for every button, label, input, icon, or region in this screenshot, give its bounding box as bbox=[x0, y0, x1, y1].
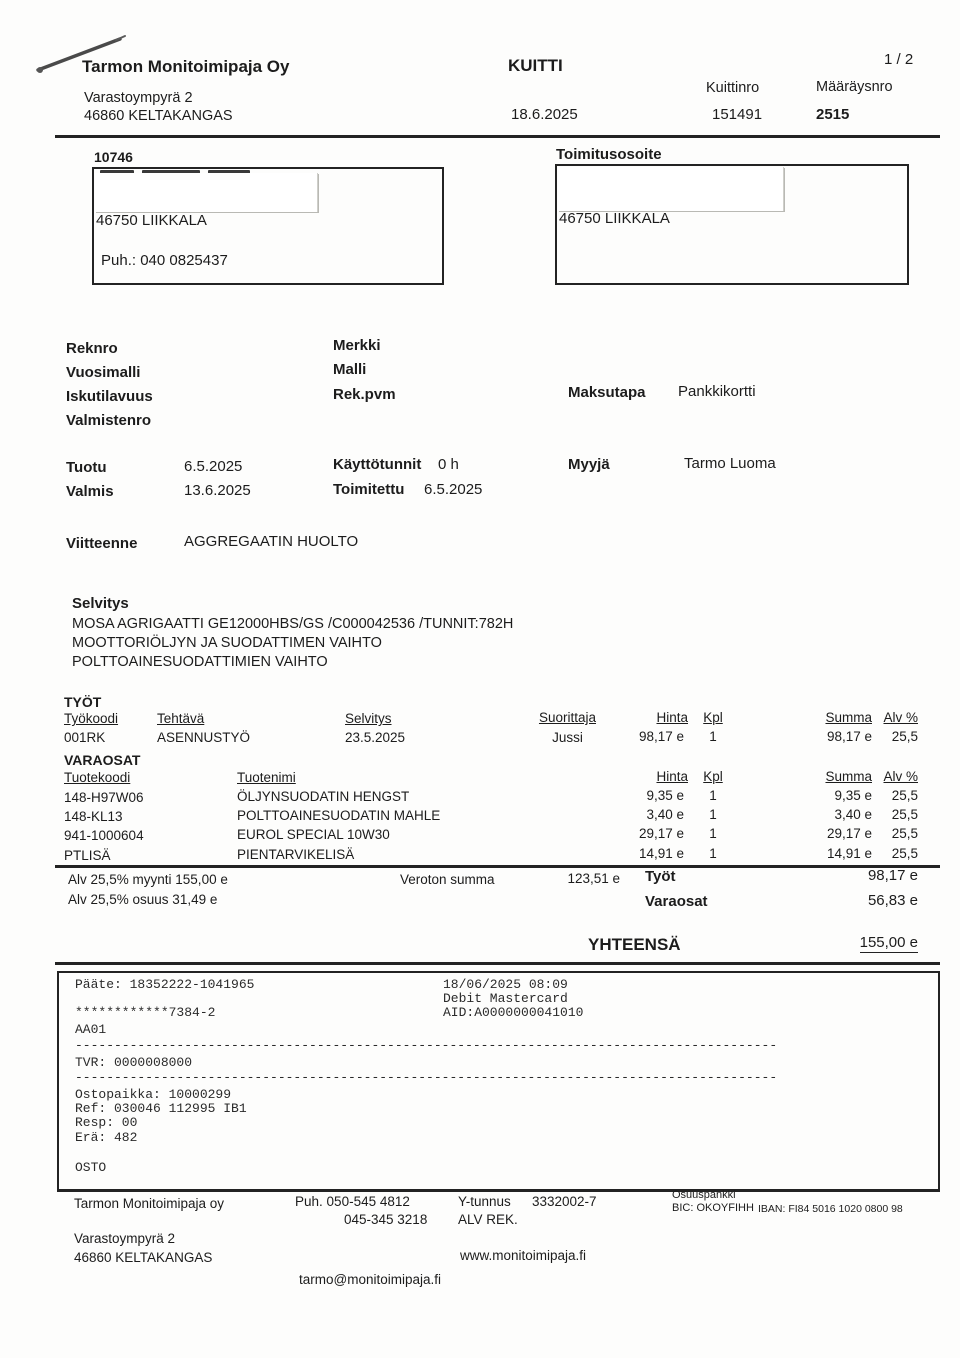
iskutilavuus-label: Iskutilavuus bbox=[66, 388, 153, 405]
customer-name-redaction bbox=[95, 173, 318, 212]
customer-city: 46750 LIIKKALA bbox=[96, 212, 207, 229]
footer-phone2: 045-345 3218 bbox=[344, 1212, 428, 1227]
part-price: 9,35 e bbox=[646, 788, 684, 803]
part-vat: 25,5 bbox=[891, 826, 918, 841]
rekpvm-label: Rek.pvm bbox=[333, 386, 396, 403]
varaosat-header-tuotenimi: Tuotenimi bbox=[237, 770, 296, 785]
receipt-date: 18.6.2025 bbox=[511, 106, 578, 123]
part-sum: 3,40 e bbox=[834, 807, 872, 822]
part-qty: 1 bbox=[709, 807, 717, 822]
header-divider bbox=[55, 135, 940, 138]
myyja-label: Myyjä bbox=[568, 456, 610, 473]
part-vat: 25,5 bbox=[891, 807, 918, 822]
part-code: PTLISÄ bbox=[64, 848, 111, 863]
company-name: Tarmon Monitoimipaja Oy bbox=[82, 57, 290, 76]
terminal-ostopaikka: Ostopaikka: 10000299 bbox=[75, 1087, 232, 1102]
document-title: KUITTI bbox=[508, 56, 563, 75]
tyot-cell-date: 23.5.2025 bbox=[345, 730, 406, 745]
part-qty: 1 bbox=[709, 846, 717, 861]
grand-total-value bbox=[800, 934, 918, 951]
varaosat-header-alv: Alv % bbox=[883, 769, 918, 784]
footer-bank-name: Osuuspankki bbox=[672, 1189, 736, 1201]
viitteenne-label: Viitteenne bbox=[66, 535, 138, 552]
tyot-header-tehtava: Tehtävä bbox=[157, 711, 205, 726]
footer-phone-line1 bbox=[295, 1194, 410, 1209]
terminal-id: Pääte: 18352222-1041965 bbox=[75, 977, 255, 992]
tyot-total-label: Työt bbox=[645, 868, 676, 885]
part-price: 3,40 e bbox=[646, 807, 684, 822]
valmistenro-label: Valmistenro bbox=[66, 412, 152, 429]
footer-bic: BIC: OKOYFIHH bbox=[672, 1202, 754, 1214]
footer-ytunnus-label: Y-tunnus bbox=[458, 1194, 511, 1209]
part-qty: 1 bbox=[709, 826, 717, 841]
varaosat-header-summa: Summa bbox=[825, 769, 872, 784]
selvitys-line: POLTTOAINESUODATTIMIEN VAIHTO bbox=[72, 654, 328, 670]
part-vat: 25,5 bbox=[891, 846, 918, 861]
vuosimalli-label: Vuosimalli bbox=[66, 364, 141, 381]
part-code: 148-H97W06 bbox=[64, 790, 144, 805]
footer-company: Tarmon Monitoimipaja oy bbox=[74, 1196, 225, 1211]
tyot-total-value: 98,17 e bbox=[867, 867, 918, 884]
tyot-header-hinta: Hinta bbox=[656, 710, 688, 725]
part-name: ÖLJYNSUODATIN HENGST bbox=[237, 789, 410, 804]
toimitettu-value: 6.5.2025 bbox=[424, 481, 483, 498]
part-qty: 1 bbox=[709, 788, 717, 803]
selvitys-line: MOSA AGRIGAATTI GE12000HBS/GS /C000042536 /TUNNIT:782H bbox=[72, 616, 514, 632]
part-price: 14,91 e bbox=[638, 846, 684, 861]
tyot-header-kpl: Kpl bbox=[703, 710, 723, 725]
part-name: PIENTARVIKELISÄ bbox=[237, 847, 355, 862]
part-name: EUROL SPECIAL 10W30 bbox=[237, 827, 390, 842]
varaosat-title: VARAOSAT bbox=[64, 752, 141, 768]
card-type: Debit Mastercard bbox=[443, 991, 568, 1006]
tyot-header-selvitys: Selvitys bbox=[345, 711, 392, 726]
tyot-header-summa: Summa bbox=[825, 710, 872, 725]
myyja-value: Tarmo Luoma bbox=[684, 455, 776, 472]
varaosat-header-hinta: Hinta bbox=[656, 769, 688, 784]
footer-phone1: 050-545 4812 bbox=[326, 1194, 410, 1209]
customer-phone: Puh.: 040 0825437 bbox=[101, 252, 228, 269]
kayttotunnit-value: 0 h bbox=[438, 456, 459, 473]
reknro-label: Reknro bbox=[66, 340, 118, 357]
terminal-ref: Ref: 030046 112995 IB1 bbox=[75, 1101, 247, 1116]
grand-total-amount: 155,00 e bbox=[859, 934, 918, 951]
tyot-title: TYÖT bbox=[64, 694, 102, 710]
valmis-value: 13.6.2025 bbox=[184, 482, 251, 499]
varaosat-total-value: 56,83 e bbox=[867, 892, 918, 909]
maksutapa-label: Maksutapa bbox=[568, 384, 646, 401]
footer-address-line1: Varastoympyrä 2 bbox=[74, 1231, 176, 1246]
kuittinro-value: 151491 bbox=[712, 106, 763, 123]
part-sum: 29,17 e bbox=[826, 826, 872, 841]
terminal-resp: Resp: 00 bbox=[75, 1115, 138, 1130]
part-sum: 9,35 e bbox=[834, 788, 872, 803]
page-number: 1 / 2 bbox=[884, 51, 914, 68]
tyot-cell-price: 98,17 e bbox=[638, 729, 684, 744]
veroton-label: Veroton summa bbox=[400, 872, 495, 887]
delivery-name-redaction bbox=[558, 167, 784, 211]
terminal-transaction-type: OSTO bbox=[75, 1160, 107, 1175]
footer-address-line2: 46860 KELTAKANGAS bbox=[74, 1250, 213, 1265]
maksutapa-value: Pankkikortti bbox=[678, 383, 756, 400]
tyot-header-alv: Alv % bbox=[883, 710, 918, 725]
terminal-divider-line: ------------------------------------------------------------------------------------------ bbox=[75, 1038, 778, 1053]
varaosat-header-kpl: Kpl bbox=[703, 769, 723, 784]
terminal-tvr: TVR: 0000008000 bbox=[75, 1055, 193, 1070]
customer-number: 10746 bbox=[94, 149, 133, 165]
delivery-address-label: Toimitusosoite bbox=[556, 146, 662, 163]
tyot-cell-sum: 98,17 e bbox=[826, 729, 872, 744]
part-vat: 25,5 bbox=[891, 788, 918, 803]
terminal-era: Erä: 482 bbox=[75, 1130, 138, 1145]
tyot-cell-task: ASENNUSTYÖ bbox=[157, 730, 251, 745]
terminal-divider-line: ------------------------------------------------------------------------------------------ bbox=[75, 1070, 778, 1085]
tyot-cell-code: 001RK bbox=[64, 730, 106, 745]
kayttotunnit-label: Käyttötunnit bbox=[333, 456, 422, 473]
varaosat-total-label: Varaosat bbox=[645, 893, 708, 910]
delivery-city: 46750 LIIKKALA bbox=[559, 210, 670, 227]
merkki-label: Merkki bbox=[333, 337, 381, 354]
toimitettu-label: Toimitettu bbox=[333, 481, 405, 498]
veroton-value: 123,51 e bbox=[567, 871, 620, 886]
footer-iban: IBAN: FI84 5016 1020 0800 98 bbox=[758, 1203, 903, 1215]
part-name: POLTTOAINESUODATIN MAHLE bbox=[237, 808, 441, 823]
varaosat-header-tuotekoodi: Tuotekoodi bbox=[64, 770, 131, 785]
vat-share-line: Alv 25,5% osuus 31,49 e bbox=[68, 892, 218, 907]
vat-sales-line: Alv 25,5% myynti 155,00 e bbox=[68, 872, 228, 887]
maaraysnro-label: Määräysnro bbox=[816, 79, 893, 95]
selvitys-label: Selvitys bbox=[72, 595, 129, 612]
tuotu-label: Tuotu bbox=[66, 459, 107, 476]
tyot-cell-qty: 1 bbox=[709, 729, 717, 744]
malli-label: Malli bbox=[333, 361, 367, 378]
terminal-aa-code: AA01 bbox=[75, 1022, 107, 1037]
company-address-line1: Varastoympyrä 2 bbox=[84, 90, 193, 106]
card-number-masked: ************7384-2 bbox=[75, 1005, 216, 1020]
tyot-cell-vat: 25,5 bbox=[891, 729, 918, 744]
terminal-datetime: 18/06/2025 08:09 bbox=[443, 977, 568, 992]
tyot-cell-worker: Jussi bbox=[552, 730, 583, 745]
selvitys-line: MOOTTORIÖLJYN JA SUODATTIMEN VAIHTO bbox=[72, 635, 382, 651]
card-aid: AID:A0000000041010 bbox=[443, 1005, 584, 1020]
tyot-header-tyokoodi: Työkoodi bbox=[64, 711, 119, 726]
tuotu-value: 6.5.2025 bbox=[184, 458, 243, 475]
tyot-header-suorittaja: Suorittaja bbox=[538, 710, 597, 725]
part-code: 148-KL13 bbox=[64, 809, 123, 824]
footer-email: tarmo@monitoimipaja.fi bbox=[299, 1272, 442, 1287]
grand-total-label: YHTEENSÄ bbox=[588, 935, 681, 954]
footer-ytunnus-value: 3332002-7 bbox=[532, 1194, 597, 1209]
part-sum: 14,91 e bbox=[826, 846, 872, 861]
footer-phone-label: Puh. bbox=[295, 1194, 323, 1209]
footer-website: www.monitoimipaja.fi bbox=[460, 1248, 587, 1263]
viitteenne-value: AGGREGAATIN HUOLTO bbox=[184, 533, 359, 550]
grand-total-divider bbox=[55, 962, 940, 965]
part-code: 941-1000604 bbox=[64, 828, 144, 843]
kuittinro-label: Kuittinro bbox=[706, 80, 760, 96]
footer-alvrek: ALV REK. bbox=[458, 1212, 518, 1227]
company-address-line2: 46860 KELTAKANGAS bbox=[84, 108, 233, 124]
valmis-label: Valmis bbox=[66, 483, 114, 500]
maaraysnro-value: 2515 bbox=[816, 106, 850, 123]
part-price: 29,17 e bbox=[638, 826, 684, 841]
